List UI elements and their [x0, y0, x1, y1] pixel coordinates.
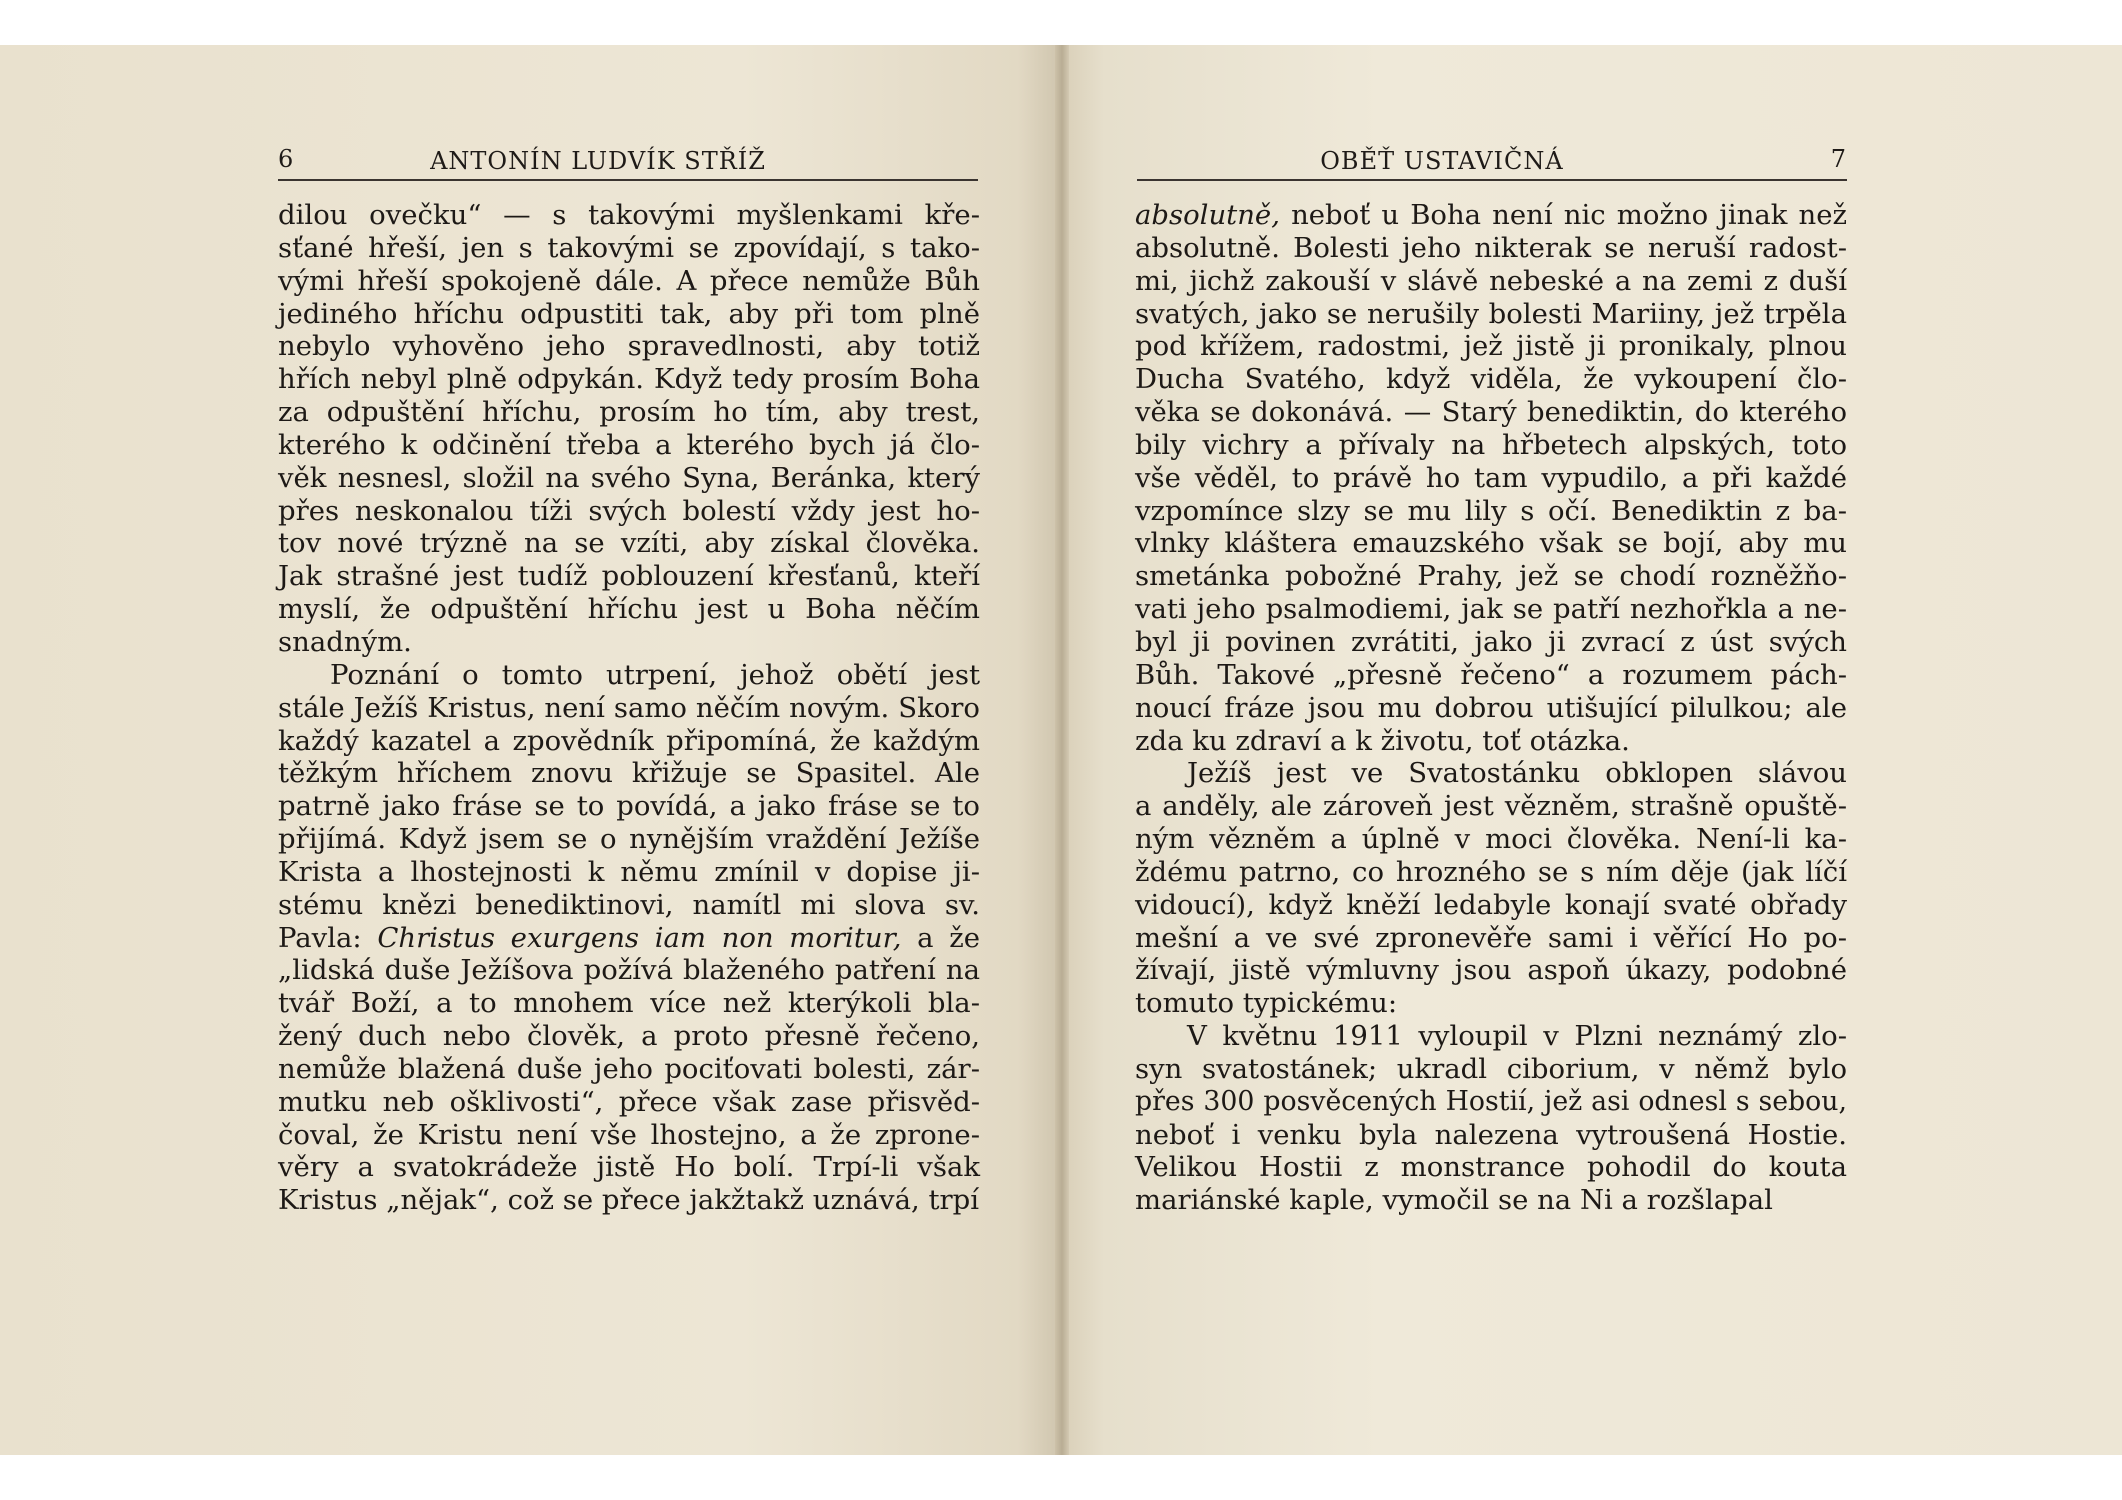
text-line: svatých, jako se nerušily bolesti Mariiny, jež trpěla	[1135, 297, 1847, 330]
italic-phrase: absolutně,	[1135, 199, 1280, 231]
left-running-head-title: ANTONÍN LUDVÍK STŘÍŽ	[430, 147, 766, 175]
text-line: stému knězi benediktinovi, namítl mi slova sv.	[278, 888, 980, 921]
text-line: věka se dokonává. — Starý benediktin, do kterého	[1135, 396, 1847, 429]
text-line: noucí fráze jsou mu dobrou utišující pilulkou; ale	[1135, 691, 1847, 724]
text-line: smetánka pobožné Prahy, jež se chodí rozněžňo-	[1135, 560, 1847, 593]
text-line: stále Ježíš Kristus, není samo něčím novým. Skoro	[278, 691, 980, 724]
text-line: absolutně. Bolesti jeho nikterak se neruší radost-	[1135, 231, 1847, 264]
text-line: snadným.	[278, 625, 412, 658]
text-line: mutku neb ošklivosti“, přece však zase přisvěd-	[278, 1085, 980, 1118]
italic-phrase: Christus exurgens iam non moritur,	[377, 921, 902, 954]
text-line: neboť i venku byla nalezena vytroušená Hostie.	[1135, 1118, 1847, 1151]
book-gutter	[1055, 45, 1069, 1455]
text-line: tomuto typickému:	[1135, 987, 1398, 1020]
text-line: ždému patrno, co hrozného se s ním děje (jak líčí	[1135, 855, 1847, 888]
left-page-number: 6	[278, 145, 295, 173]
text-line: Bůh. Takové „přesně řečeno“ a rozumem pách-	[1135, 658, 1847, 691]
left-page-text	[278, 199, 980, 1217]
text-line: hřích nebyl plně odpykán. Když tedy prosím Boha	[278, 363, 980, 396]
text-line: vidoucí), když kněží ledabyle konají svaté obřady	[1135, 888, 1847, 921]
text-line: zda ku zdraví a k životu, toť otázka.	[1135, 724, 1630, 757]
right-page-number: 7	[1830, 145, 1847, 173]
text-line: Ducha Svatého, když viděla, že vykoupení člo-	[1135, 363, 1847, 396]
text-line: „lidská duše Ježíšova požívá blaženého patření na	[278, 954, 980, 987]
text-line: přes 300 posvěcených Hostií, jež asi odnesl s sebou,	[1135, 1085, 1847, 1117]
text-line: Poznání o tomto utrpení, jehož obětí jest	[330, 658, 980, 691]
text-line: těžkým hříchem znovu křižuje se Spasitel. Ale	[278, 757, 980, 790]
right-running-header	[1137, 143, 1847, 181]
right-page-text	[1135, 199, 1847, 1217]
text-line: Jak strašné jest tudíž poblouzení křesťanů, kteří	[278, 560, 980, 593]
text-line: vzpomínce slzy se mu lily s očí. Benediktin z ba-	[1135, 494, 1847, 527]
text-line: Kristus „nějak“, což se přece jakžtakž uznává, trpí	[278, 1184, 980, 1217]
text-line: V květnu 1911 vyloupil v Plzni neznámý zlo-	[1187, 1020, 1847, 1053]
text-line: patrně jako fráse se to povídá, a jako fráse se to	[278, 790, 980, 823]
text-line: vše věděl, to právě ho tam vypudilo, a při každé	[1135, 461, 1847, 494]
text-line-segment: neboť u Boha není nic možno jinak než	[1279, 199, 1847, 231]
text-line: myslí, že odpuštění hříchu jest u Boha něčím	[278, 593, 980, 626]
text-line: nemůže blažená duše jeho pociťovati bolesti, zár-	[278, 1052, 980, 1085]
left-running-header	[278, 143, 978, 181]
text-line: pod křížem, radostmi, jež jistě ji pronikaly, plnou	[1135, 330, 1847, 363]
text-line: tvář Boží, a to mnohem více než kterýkoli bla-	[278, 987, 980, 1020]
text-line: ným vězněm a úplně v moci člověka. Není-li ka-	[1135, 823, 1847, 856]
text-line: věk nesnesl, složil na svého Syna, Beránka, který	[278, 461, 980, 494]
text-line: kterého k odčinění třeba a kterého bych já člo-	[278, 428, 980, 461]
text-line: přijímá. Když jsem se o nynějším vraždění Ježíše	[278, 823, 980, 856]
text-line: sťané hřeší, jen s takovými se zpovídají, s tako-	[278, 231, 980, 264]
text-line: vými hřeší spokojeně dále. A přece nemůže Bůh	[278, 264, 980, 297]
text-line: čoval, že Kristu není vše lhostejno, a že zprone-	[278, 1118, 980, 1151]
text-line: tov nové trýzně na se vzíti, aby získal člověka.	[278, 527, 980, 560]
text-line-segment: a že	[901, 921, 980, 954]
text-line	[278, 922, 980, 955]
text-line: žený duch nebo člověk, a proto přesně řečeno,	[278, 1020, 980, 1053]
text-line: Krista a lhostejnosti k němu zmínil v dopise ji-	[278, 855, 980, 888]
text-line: mariánské kaple, vymočil se na Ni a rozšlapal	[1135, 1184, 1773, 1217]
text-line-segment: Pavla:	[278, 921, 378, 954]
text-line: vati jeho psalmodiemi, jak se patří nezhořkla a ne-	[1135, 593, 1847, 626]
text-line: mi, jichž zakouší v slávě nebeské a na zemi z duší	[1135, 264, 1847, 297]
text-line: a anděly, ale zároveň jest vězněm, strašně opuště-	[1135, 790, 1847, 823]
text-line: žívají, jistě výmluvny jsou aspoň úkazy, podobné	[1135, 954, 1847, 987]
text-line: byl ji povinen zvrátiti, jako ji zvrací z úst svých	[1135, 625, 1847, 658]
text-line: Velikou Hostii z monstrance pohodil do kouta	[1135, 1151, 1847, 1184]
text-line: Ježíš jest ve Svatostánku obklopen slávou	[1187, 757, 1847, 790]
text-line: každý kazatel a zpovědník připomíná, že každým	[278, 724, 980, 757]
text-line: přes neskonalou tíži svých bolestí vždy jest ho-	[278, 494, 980, 527]
text-line: za odpuštění hříchu, prosím ho tím, aby trest,	[278, 396, 980, 429]
text-line	[1135, 199, 1847, 232]
text-line: syn svatostánek; ukradl ciborium, v němž bylo	[1135, 1052, 1847, 1085]
text-line: jediného hříchu odpustiti tak, aby při tom plně	[278, 297, 980, 330]
text-line: vlnky kláštera emauzského však se bojí, aby mu	[1135, 527, 1847, 560]
text-line: dilou ovečku“ — s takovými myšlenkami kře-	[278, 199, 980, 231]
text-line: mešní a ve své zpronevěře sami i věřící Ho po-	[1135, 921, 1847, 954]
text-line: věry a svatokrádeže jistě Ho bolí. Trpí-li však	[278, 1151, 980, 1184]
text-line: bily vichry a přívaly na hřbetech alpských, toto	[1135, 428, 1847, 461]
text-line: nebylo vyhověno jeho spravedlnosti, aby totiž	[278, 330, 980, 363]
right-running-head-title: OBĚŤ USTAVIČNÁ	[1320, 147, 1564, 175]
